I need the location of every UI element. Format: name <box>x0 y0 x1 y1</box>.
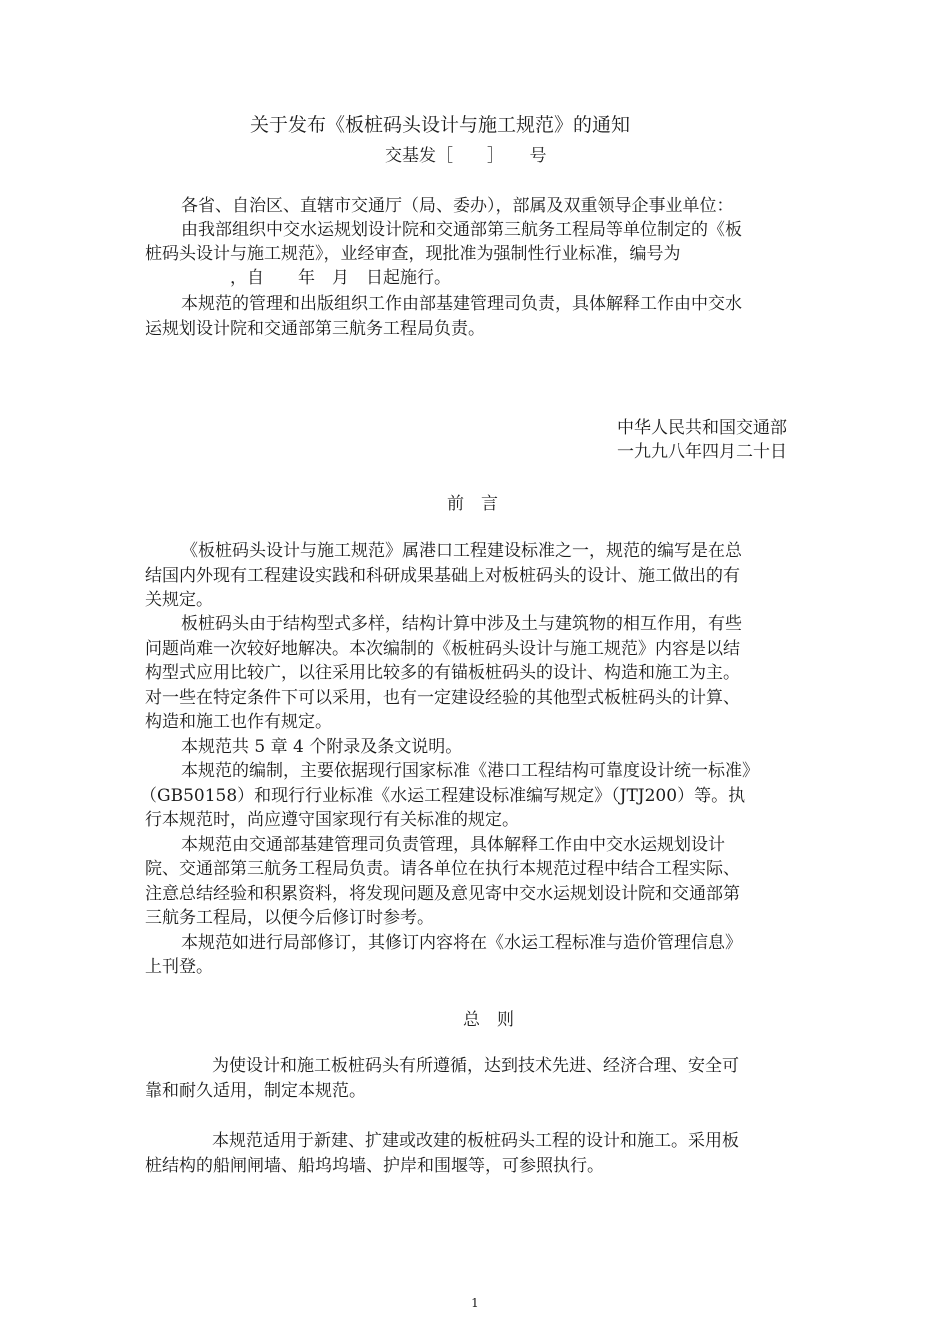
document-number: 交基发［ ］ 号 <box>385 146 547 166</box>
preface-line: 本规范共 5 章 4 个附录及条文说明。 <box>181 737 463 757</box>
preface-line: 对一些在特定条件下可以采用，也有一定建设经验的其他型式板桩码头的计算、 <box>145 688 740 708</box>
notice-title: 关于发布《板桩码头设计与施工规范》的通知 <box>250 114 631 136</box>
preface-line: 本规范如进行局部修订，其修订内容将在《水运工程标准与造价管理信息》 <box>181 933 742 953</box>
signature-organization: 中华人民共和国交通部 <box>617 418 787 438</box>
preface-line: 构型式应用比较广，以往采用比较多的有锚板桩码头的设计、构造和施工为主。 <box>145 663 740 683</box>
preface-line: 构造和施工也作有规定。 <box>145 712 332 732</box>
general-line: 为使设计和施工板桩码头有所遵循，达到技术先进、经济合理、安全可 <box>212 1056 739 1076</box>
general-line: 本规范适用于新建、扩建或改建的板桩码头工程的设计和施工。采用板 <box>212 1131 739 1151</box>
general-heading: 总 则 <box>463 1010 514 1030</box>
notice-para-1-line-1: 由我部组织中交水运规划设计院和交通部第三航务工程局等单位制定的《板 <box>181 220 742 240</box>
preface-line: 三航务工程局，以便今后修订时参考。 <box>145 908 434 928</box>
general-line: 靠和耐久适用，制定本规范。 <box>145 1081 366 1101</box>
preface-line: （GB50158）和现行行业标准《水运工程建设标准编写规定》（JTJ200）等。执 <box>140 786 746 806</box>
preface-line: 《板桩码头设计与施工规范》属港口工程建设标准之一，规范的编写是在总 <box>181 541 742 561</box>
page-number: 1 <box>471 1296 479 1310</box>
preface-line: 行本规范时，尚应遵守国家现行有关标准的规定。 <box>145 810 519 830</box>
general-line: 桩结构的船闸闸墙、船坞坞墙、护岸和围堰等，可参照执行。 <box>145 1156 604 1176</box>
addressee: 各省、自治区、直辖市交通厅（局、委办），部属及双重领导企事业单位： <box>181 196 734 216</box>
preface-line: 上刊登。 <box>145 957 213 977</box>
notice-para-1-line-3: ，自 年 月 日起施行。 <box>230 268 451 288</box>
notice-para-2-line-2: 运规划设计院和交通部第三航务工程局负责。 <box>145 319 485 339</box>
preface-line: 问题尚难一次较好地解决。本次编制的《板桩码头设计与施工规范》内容是以结 <box>145 639 740 659</box>
notice-para-2-line-1: 本规范的管理和出版组织工作由部基建管理司负责，具体解释工作由中交水 <box>181 294 742 314</box>
preface-line: 院、交通部第三航务工程局负责。请各单位在执行本规范过程中结合工程实际、 <box>145 859 740 879</box>
preface-line: 板桩码头由于结构型式多样，结构计算中涉及土与建筑物的相互作用，有些 <box>181 614 742 634</box>
signature-date: 一九九八年四月二十日 <box>617 442 787 462</box>
preface-line: 本规范的编制，主要依据现行国家标准《港口工程结构可靠度设计统一标准》 <box>181 761 759 781</box>
preface-line: 本规范由交通部基建管理司负责管理，具体解释工作由中交水运规划设计 <box>181 835 725 855</box>
preface-heading: 前 言 <box>447 494 498 514</box>
preface-line: 结国内外现有工程建设实践和科研成果基础上对板桩码头的设计、施工做出的有 <box>145 566 740 586</box>
notice-para-1-line-2: 桩码头设计与施工规范》，业经审查，现批准为强制性行业标准，编号为 <box>145 244 681 264</box>
preface-line: 关规定。 <box>145 590 213 610</box>
preface-line: 注意总结经验和积累资料，将发现问题及意见寄中交水运规划设计院和交通部第 <box>145 884 740 904</box>
